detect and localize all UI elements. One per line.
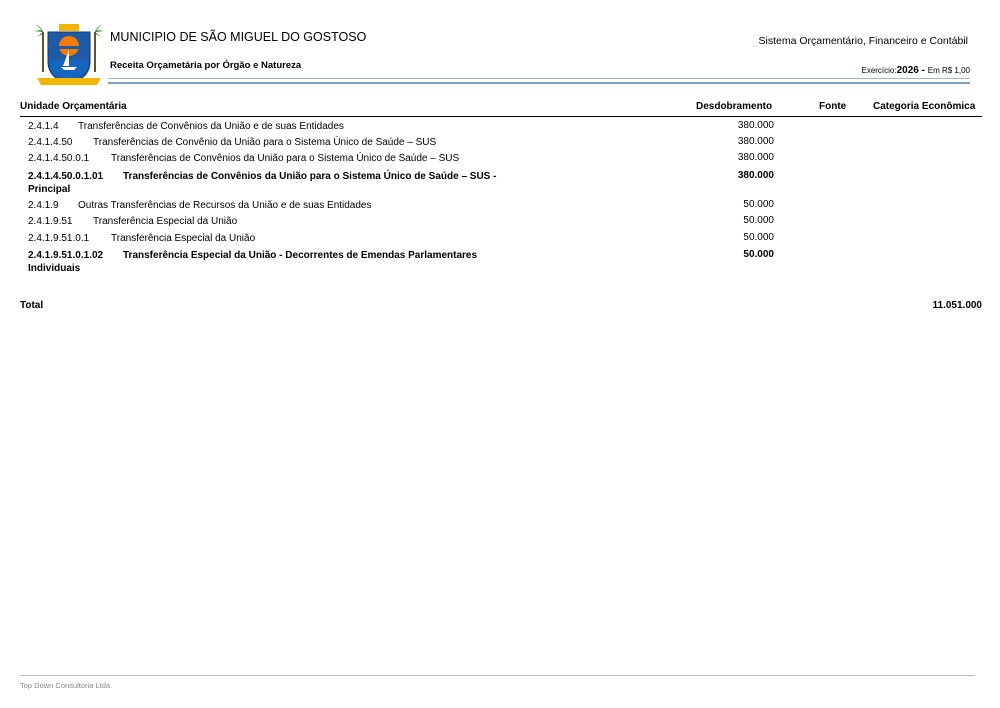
table-row	[28, 249, 477, 275]
footer-company: Top Down Consultoria Ltda.	[20, 681, 113, 690]
table-row	[28, 199, 372, 212]
row-description: Transferência Especial da União	[111, 233, 256, 244]
row-code: 2.4.1.9.51	[28, 216, 73, 227]
row-description: Transferências de Convênios da União para o Sistema Único de Saúde – SUS	[111, 153, 460, 164]
row-description: Transferência Especial da União - Decorrentes de Emendas Parlamentares	[123, 250, 478, 261]
footer-divider	[20, 675, 975, 676]
row-value: 50.000	[743, 249, 774, 260]
header-divider	[108, 78, 970, 84]
row-description: Outras Transferências de Recursos da União e de suas Entidades	[78, 200, 372, 211]
row-code: 2.4.1.4	[28, 121, 59, 132]
exercise-label: Exercício:	[861, 66, 897, 75]
system-name: Sistema Orçamentário, Financeiro e Contábil	[758, 35, 968, 47]
table-row	[28, 120, 344, 133]
row-value: 380.000	[737, 120, 774, 131]
table-row	[28, 152, 459, 165]
row-code: 2.4.1.4.50.0.1.01	[28, 171, 104, 182]
row-description: Transferências de Convênio da União para o Sistema Único de Saúde – SUS	[93, 137, 437, 148]
row-code: 2.4.1.9.51.0.1	[28, 233, 90, 244]
row-description-continued: Individuais	[28, 263, 81, 274]
row-value: 380.000	[737, 136, 774, 147]
row-value: 50.000	[743, 215, 774, 226]
report-title: Receita Orçametária por Órgão e Natureza	[110, 60, 302, 71]
column-header-category: Categoria Econômica	[873, 101, 976, 112]
row-description-continued: Principal	[28, 184, 71, 195]
row-description: Transferência Especial da União	[93, 216, 238, 227]
total-label: Total	[20, 300, 44, 311]
table-row	[28, 170, 496, 196]
municipality-name: MUNICIPIO DE SÃO MIGUEL DO GOSTOSO	[110, 30, 367, 44]
column-header-source: Fonte	[819, 101, 847, 112]
total-value: 11.051.000	[932, 300, 982, 311]
row-value: 380.000	[737, 170, 774, 181]
table-row	[28, 136, 436, 149]
row-code: 2.4.1.4.50.0.1	[28, 153, 90, 164]
row-code: 2.4.1.9.51.0.1.02	[28, 250, 104, 261]
table-header-divider	[20, 116, 982, 117]
row-value: 380.000	[737, 152, 774, 163]
table-row	[28, 215, 237, 228]
row-value: 50.000	[743, 199, 774, 210]
exercise-info	[861, 65, 970, 76]
column-header-breakdown: Desdobramento	[696, 101, 773, 112]
row-code: 2.4.1.4.50	[28, 137, 73, 148]
municipal-coat-of-arms-logo	[33, 22, 105, 88]
row-description: Transferências de Convênios da União e de suas Entidades	[78, 121, 344, 132]
row-description: Transferências de Convênios da União para o Sistema Único de Saúde – SUS -	[123, 171, 497, 182]
row-value: 50.000	[743, 232, 774, 243]
row-code: 2.4.1.9	[28, 200, 59, 211]
exercise-year: 2026	[896, 65, 919, 76]
exercise-separator: -	[918, 65, 928, 76]
column-header-unit: Unidade Orçamentária	[20, 101, 127, 112]
table-row	[28, 232, 255, 245]
currency-unit: Em R$ 1,00	[927, 66, 970, 75]
